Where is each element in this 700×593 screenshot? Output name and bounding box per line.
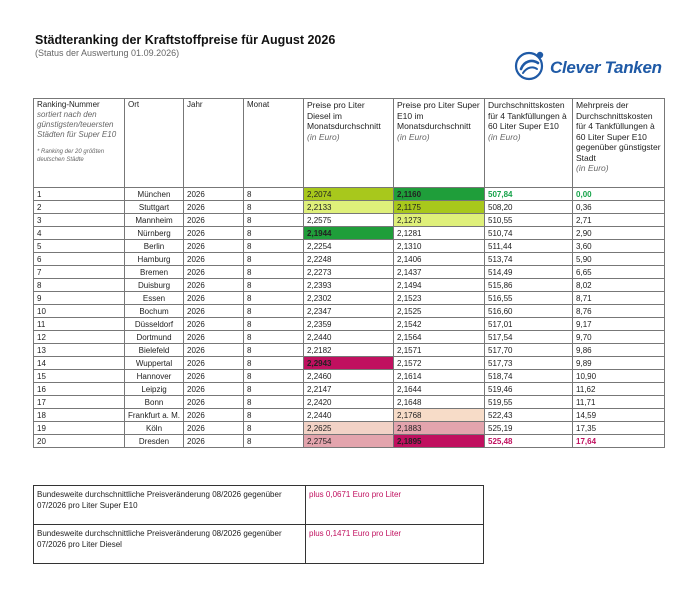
cell-kosten: 510,55 [485,214,573,227]
cell-ort: Hamburg [125,253,184,266]
cell-rank: 13 [34,344,125,357]
header-e10-label: Preise pro Liter Super E10 im Monatsdurchschnitt [397,100,480,131]
cell-ort: Bremen [125,266,184,279]
header-rank-label: Ranking-Nummer [37,100,100,109]
cell-mehr: 8,02 [573,279,665,292]
table-row [34,422,665,435]
cell-mehr: 2,90 [573,227,665,240]
table-row [34,370,665,383]
cell-rank: 16 [34,383,125,396]
cell-monat: 8 [244,214,304,227]
cell-e10: 2,1564 [394,331,485,344]
cell-mehr: 14,59 [573,409,665,422]
header-mehr-unit: (in Euro) [576,163,609,173]
table-row [34,305,665,318]
table-row [34,227,665,240]
header-monat: Monat [244,99,304,188]
cell-jahr: 2026 [184,344,244,357]
cell-monat: 8 [244,370,304,383]
cell-ort: Mannheim [125,214,184,227]
cell-ort: München [125,188,184,201]
cell-kosten: 507,84 [485,188,573,201]
table-row [34,253,665,266]
cell-e10: 2,1883 [394,422,485,435]
cell-e10: 2,1406 [394,253,485,266]
cell-kosten: 522,43 [485,409,573,422]
cell-diesel: 2,2347 [304,305,394,318]
cell-jahr: 2026 [184,435,244,448]
cell-kosten: 518,74 [485,370,573,383]
cell-diesel: 2,2393 [304,279,394,292]
cell-kosten: 525,19 [485,422,573,435]
cell-mehr: 10,90 [573,370,665,383]
cell-mehr: 11,71 [573,396,665,409]
header-mehr [573,99,665,188]
cell-e10: 2,1525 [394,305,485,318]
cell-monat: 8 [244,344,304,357]
cell-monat: 8 [244,227,304,240]
cell-mehr: 17,64 [573,435,665,448]
cell-kosten: 513,74 [485,253,573,266]
cell-mehr: 8,71 [573,292,665,305]
cell-kosten: 517,01 [485,318,573,331]
cell-jahr: 2026 [184,201,244,214]
cell-jahr: 2026 [184,383,244,396]
cell-diesel: 2,2440 [304,331,394,344]
cell-e10: 2,1572 [394,357,485,370]
cell-e10: 2,1281 [394,227,485,240]
header-e10-unit: (in Euro) [397,131,430,142]
cell-kosten: 517,70 [485,344,573,357]
cell-kosten: 519,46 [485,383,573,396]
cell-e10: 2,1571 [394,344,485,357]
cell-e10: 2,1175 [394,201,485,214]
cell-rank: 6 [34,253,125,266]
cell-mehr: 8,76 [573,305,665,318]
cell-rank: 12 [34,331,125,344]
table-row [34,201,665,214]
cell-ort: Essen [125,292,184,305]
cell-jahr: 2026 [184,396,244,409]
cell-rank: 9 [34,292,125,305]
header-ort: Ort [125,99,184,188]
cell-monat: 8 [244,318,304,331]
cell-diesel: 2,2254 [304,240,394,253]
table-row [34,331,665,344]
summary-label: Bundesweite durchschnittliche Preisveränderung 08/2026 gegenüber 07/2026 pro Liter Super E10 [34,486,306,525]
cell-kosten: 517,73 [485,357,573,370]
cell-diesel: 2,2754 [304,435,394,448]
cell-monat: 8 [244,201,304,214]
cell-monat: 8 [244,266,304,279]
cell-mehr: 5,90 [573,253,665,266]
table-row [34,279,665,292]
cell-rank: 20 [34,435,125,448]
header-rank [34,99,125,188]
cell-monat: 8 [244,331,304,344]
cell-diesel: 2,2625 [304,422,394,435]
cell-mehr: 6,65 [573,266,665,279]
header-diesel-unit: (in Euro) [307,131,340,142]
cell-rank: 2 [34,201,125,214]
table-row [34,357,665,370]
cell-diesel: 2,2273 [304,266,394,279]
cell-jahr: 2026 [184,253,244,266]
header-rank-sub: sortiert nach den günstigsten/teuersten Städten für Super E10 [37,110,117,139]
cell-e10: 2,1542 [394,318,485,331]
header-jahr: Jahr [184,99,244,188]
cell-ort: Frankfurt a. M. [125,409,184,422]
table-row [34,292,665,305]
cell-e10: 2,1160 [394,188,485,201]
summary-value: plus 0,1471 Euro pro Liter [306,525,484,564]
cell-rank: 17 [34,396,125,409]
header-diesel-label: Preise pro Liter Diesel im Monatsdurchschnitt [307,100,381,131]
cell-e10: 2,1768 [394,409,485,422]
cell-ort: Hannover [125,370,184,383]
cell-e10: 2,1614 [394,370,485,383]
cell-kosten: 517,54 [485,331,573,344]
cell-jahr: 2026 [184,227,244,240]
cell-kosten: 519,55 [485,396,573,409]
cell-mehr: 0,36 [573,201,665,214]
summary-table [33,485,484,564]
cell-monat: 8 [244,435,304,448]
cell-monat: 8 [244,422,304,435]
cell-ort: Düsseldorf [125,318,184,331]
cell-kosten: 525,48 [485,435,573,448]
cell-ort: Stuttgart [125,201,184,214]
cell-ort: Bochum [125,305,184,318]
cell-rank: 1 [34,188,125,201]
cell-jahr: 2026 [184,214,244,227]
table-header-row [34,99,665,188]
cell-ort: Leipzig [125,383,184,396]
table-row [34,266,665,279]
cell-ort: Dortmund [125,331,184,344]
cell-mehr: 3,60 [573,240,665,253]
cell-kosten: 511,44 [485,240,573,253]
cell-diesel: 2,2359 [304,318,394,331]
cell-e10: 2,1437 [394,266,485,279]
cell-diesel: 2,1944 [304,227,394,240]
cell-mehr: 0,00 [573,188,665,201]
cell-rank: 18 [34,409,125,422]
cell-ort: Bonn [125,396,184,409]
cell-jahr: 2026 [184,331,244,344]
cell-jahr: 2026 [184,409,244,422]
table-row [34,318,665,331]
cell-kosten: 514,49 [485,266,573,279]
header-e10 [394,99,485,188]
cell-kosten: 510,74 [485,227,573,240]
page-subtitle: (Status der Auswertung 01.09.2026) [35,48,180,58]
cell-diesel: 2,2147 [304,383,394,396]
clever-tanken-logo [512,47,692,87]
cell-rank: 3 [34,214,125,227]
cell-jahr: 2026 [184,188,244,201]
table-row [34,383,665,396]
cell-ort: Köln [125,422,184,435]
cell-jahr: 2026 [184,370,244,383]
cell-diesel: 2,2248 [304,253,394,266]
cell-monat: 8 [244,253,304,266]
page-title: Städteranking der Kraftstoffpreise für August 2026 [35,33,336,47]
cell-mehr: 9,89 [573,357,665,370]
cell-e10: 2,1895 [394,435,485,448]
cell-mehr: 9,17 [573,318,665,331]
summary-value: plus 0,0671 Euro pro Liter [306,486,484,525]
header-mehr-label: Mehrpreis der Durchschnittskosten für 4 Tankfüllungen à 60 Liter Super E10 gegenüber günstigster Stadt [576,100,661,163]
cell-mehr: 9,86 [573,344,665,357]
cell-rank: 15 [34,370,125,383]
cell-diesel: 2,2182 [304,344,394,357]
cell-mehr: 9,70 [573,331,665,344]
cell-ort: Bielefeld [125,344,184,357]
header-kosten [485,99,573,188]
table-row [34,188,665,201]
cell-rank: 14 [34,357,125,370]
cell-diesel: 2,2133 [304,201,394,214]
cell-jahr: 2026 [184,292,244,305]
cell-monat: 8 [244,396,304,409]
cell-rank: 5 [34,240,125,253]
cell-diesel: 2,2440 [304,409,394,422]
cell-diesel: 2,2943 [304,357,394,370]
logo-text: Clever Tanken [550,58,662,77]
cell-monat: 8 [244,409,304,422]
cell-jahr: 2026 [184,305,244,318]
cell-diesel: 2,2302 [304,292,394,305]
table-row [34,214,665,227]
table-row [34,396,665,409]
cell-monat: 8 [244,279,304,292]
header-rank-note: * Ranking der 20 größten deutschen Städte [37,149,105,163]
summary-row-diesel [34,525,484,564]
cell-monat: 8 [244,305,304,318]
cell-e10: 2,1523 [394,292,485,305]
cell-jahr: 2026 [184,422,244,435]
header-diesel [304,99,394,188]
cell-diesel: 2,2074 [304,188,394,201]
cell-jahr: 2026 [184,318,244,331]
header-kosten-label: Durchschnittskosten für 4 Tankfüllungen à 60 Liter Super E10 [488,100,567,131]
cell-mehr: 17,35 [573,422,665,435]
fuel-drop-icon [512,47,548,83]
table-row [34,344,665,357]
cell-rank: 11 [34,318,125,331]
cell-mehr: 11,62 [573,383,665,396]
cell-jahr: 2026 [184,240,244,253]
summary-row-e10 [34,486,484,525]
table-row [34,409,665,422]
cell-jahr: 2026 [184,266,244,279]
cell-rank: 10 [34,305,125,318]
cell-ort: Dresden [125,435,184,448]
cell-diesel: 2,2575 [304,214,394,227]
cell-e10: 2,1644 [394,383,485,396]
cell-e10: 2,1494 [394,279,485,292]
cell-rank: 19 [34,422,125,435]
cell-jahr: 2026 [184,279,244,292]
table-row [34,240,665,253]
cell-diesel: 2,2420 [304,396,394,409]
cell-kosten: 515,86 [485,279,573,292]
ranking-table [33,98,665,448]
cell-jahr: 2026 [184,357,244,370]
cell-monat: 8 [244,357,304,370]
cell-ort: Nürnberg [125,227,184,240]
cell-kosten: 516,55 [485,292,573,305]
cell-rank: 4 [34,227,125,240]
cell-mehr: 2,71 [573,214,665,227]
cell-ort: Wuppertal [125,357,184,370]
cell-ort: Duisburg [125,279,184,292]
cell-monat: 8 [244,240,304,253]
cell-rank: 8 [34,279,125,292]
cell-e10: 2,1273 [394,214,485,227]
cell-rank: 7 [34,266,125,279]
cell-kosten: 508,20 [485,201,573,214]
header-kosten-unit: (in Euro) [488,131,521,142]
cell-monat: 8 [244,383,304,396]
cell-e10: 2,1648 [394,396,485,409]
cell-monat: 8 [244,188,304,201]
cell-ort: Berlin [125,240,184,253]
cell-monat: 8 [244,292,304,305]
cell-e10: 2,1310 [394,240,485,253]
table-row [34,435,665,448]
cell-kosten: 516,60 [485,305,573,318]
summary-label: Bundesweite durchschnittliche Preisveränderung 08/2026 gegenüber 07/2026 pro Liter Diesel [34,525,306,564]
cell-diesel: 2,2460 [304,370,394,383]
